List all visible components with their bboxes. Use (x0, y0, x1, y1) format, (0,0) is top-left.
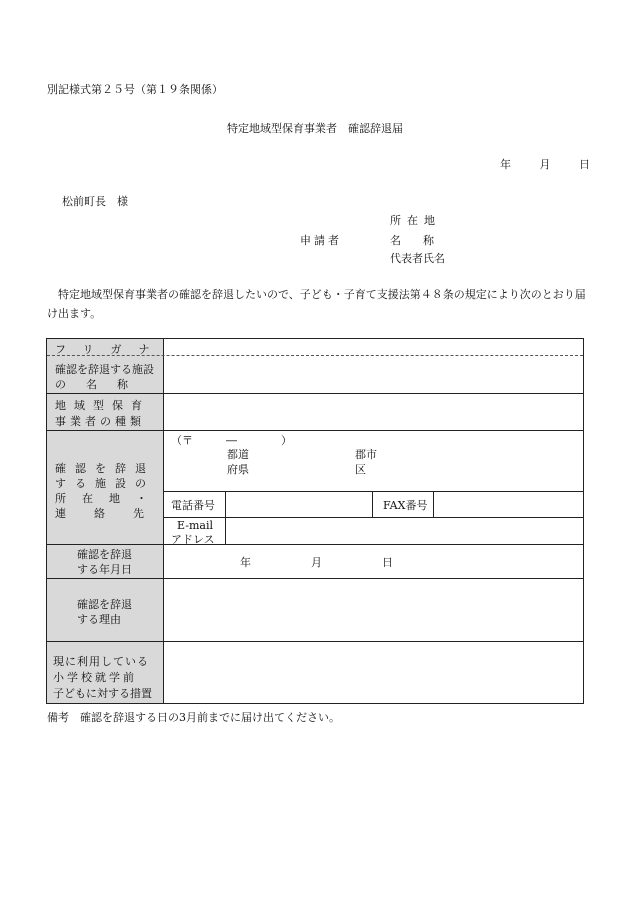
facility-type-label-2: 事業者の種類 (55, 415, 145, 428)
withdraw-date-label-1: 確認を辞退 (77, 548, 132, 561)
prefecture-label-1: 都道 (227, 448, 249, 461)
furigana-label (55, 341, 167, 357)
furigana-text: フリガナ (55, 343, 167, 356)
reason-label-2: する理由 (77, 613, 121, 626)
row-divider (47, 578, 583, 579)
addressee: 松前町長 様 (62, 195, 128, 208)
row-divider (47, 544, 583, 545)
form-code: 別記様式第２５号（第１９条関係） (47, 83, 223, 96)
row-divider (47, 430, 583, 431)
measure-label-2: 小学校就学前 (53, 671, 137, 684)
applicant-representative-label: 代表者氏名 (390, 252, 445, 265)
facility-name-label-2: の名称 (55, 378, 148, 391)
reason-label-1: 確認を辞退 (77, 598, 132, 611)
applicant-name-label: 名 称 (390, 234, 434, 247)
phone-label: 電話番号 (171, 499, 215, 512)
submission-date (500, 156, 590, 172)
postal-code-field[interactable]: （〒 ― ） (171, 434, 292, 447)
fax-label: FAX番号 (383, 499, 428, 512)
body-text: 特定地域型保育事業者の確認を辞退したいので、子ども・子育て支援法第４８条の規定により次のとおり届け出ます。 (47, 288, 586, 320)
location-label-2: する施設の (55, 477, 155, 490)
row-divider (47, 641, 583, 642)
measure-label-1: 現に利用している (53, 655, 149, 668)
facility-type-label: 地域型保育 (55, 399, 150, 412)
withdrawal-form-table (46, 338, 584, 704)
facility-name-label: 確認を辞退する施設 (55, 363, 154, 376)
date-year-label: 年 (500, 158, 511, 171)
applicant-label: 申請者 (300, 234, 342, 247)
date-day-label: 日 (579, 158, 590, 171)
location-label-3: 所在地・ (55, 492, 163, 505)
withdraw-month-label: 月 (311, 556, 322, 569)
applicant-address-label: 所在地 (390, 214, 441, 227)
city-label-1: 郡市 (355, 448, 377, 461)
location-label-4: 連絡先 (55, 507, 172, 520)
measure-label-3: 子どもに対する措置 (53, 687, 152, 700)
withdraw-year-label: 年 (240, 556, 251, 569)
row-divider (47, 393, 583, 394)
email-label-2: アドレス (171, 533, 215, 546)
remarks: 備考 確認を辞退する日の3月前までに届け出てください。 (47, 711, 340, 724)
location-label-1: 確認を辞退 (55, 462, 155, 475)
city-label-2: 区 (355, 463, 366, 476)
column-divider (225, 491, 226, 544)
date-month-label: 月 (539, 158, 551, 171)
withdraw-date-label-2: する年月日 (77, 563, 132, 576)
document-title: 特定地域型保育事業者 確認辞退届 (227, 122, 403, 135)
row-divider (164, 491, 583, 492)
email-label-1: E-mail (177, 519, 213, 532)
column-divider (372, 491, 373, 517)
withdraw-day-label: 日 (382, 556, 393, 569)
prefecture-label-2: 府県 (227, 463, 249, 476)
column-divider (433, 491, 434, 517)
row-divider (164, 517, 583, 518)
